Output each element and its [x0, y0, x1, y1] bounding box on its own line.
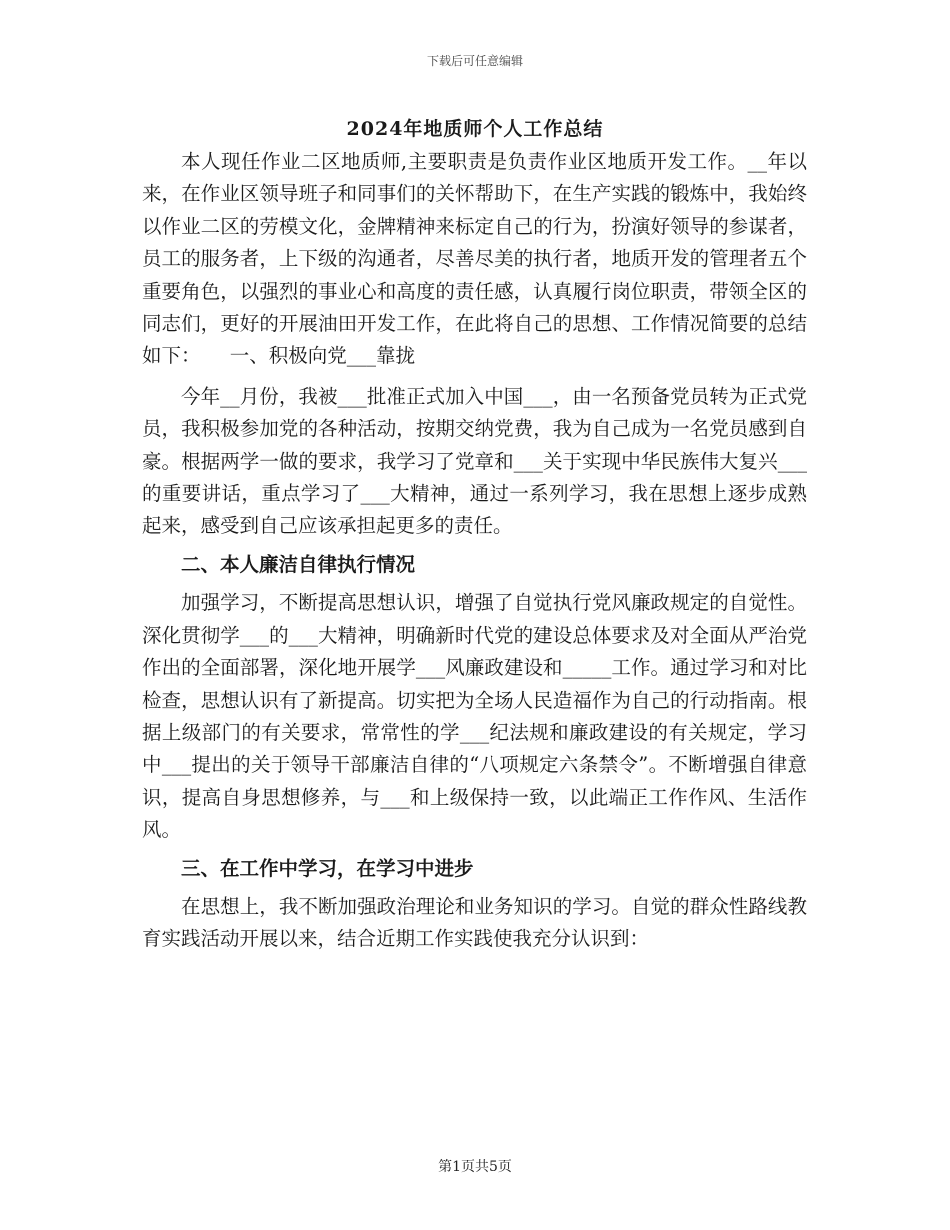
paragraph-learning: 在思想上，我不断加强政治理论和业务知识的学习。自觉的群众性路线教育实践活动开展以来，结合近期工作实践使我充分认识到： [142, 894, 807, 951]
header-note: 下载后可任意编辑 [426, 54, 523, 68]
section-heading-3: 三、在工作中学习，在学习中进步 [181, 856, 474, 880]
paragraph-integrity: 加强学习，不断提高思想认识，增强了自觉执行党风廉政规定的自觉性。深化贯彻学___的___大精神，明确新时代党的建设总体要求及对全面从严治党作出的全面部署，深化地开展学___风廉政建设和_____工作。通过学习和对比检查，思想认识有了新提高。切实把为全场人民造福作为自己的行动指南。根据上级部门的有关要求，常常性的学___纪法规和廉政建设的有关规定，学习中___提出的关于领导干部廉洁自律的“八项规定六条禁令”。不断增强自律意识，提高自身思想修养，与___和上级保持一致，以此端正工作作风、生活作风。 [142, 591, 807, 842]
section-heading-2: 二、本人廉洁自律执行情况 [181, 552, 416, 576]
document-title: 2024年地质师个人工作总结 [346, 118, 604, 140]
page-number: 第1页共5页 [438, 1159, 512, 1175]
document-body [142, 146, 807, 956]
paragraph-party: 今年__月份，我被___批准正式加入中国___，由一名预备党员转为正式党员，我积极参加党的各种活动，按期交纳党费，我为自己成为一名党员感到自豪。根据两学一做的要求，我学习了党章和___关于实现中华民族伟大复兴___的重要讲话，重点学习了___大精神，通过一系列学习，我在思想上逐步成熟起来，感受到自己应该承担起更多的责任。 [142, 384, 807, 538]
paragraph-intro: 本人现任作业二区地质师,主要职责是负责作业区地质开发工作。__年以来，在作业区领导班子和同事们的关怀帮助下，在生产实践的锻炼中，我始终以作业二区的劳模文化，金牌精神来标定自己的行为，扮演好领导的参谋者，员工的服务者，上下级的沟通者，尽善尽美的执行者，地质开发的管理者五个重要角色，以强烈的事业心和高度的责任感，认真履行岗位职责，带领全区的同志们，更好的开展油田开发工作，在此将自己的思想、工作情况简要的总结如下： 一、积极向党___靠拢 [142, 150, 807, 368]
